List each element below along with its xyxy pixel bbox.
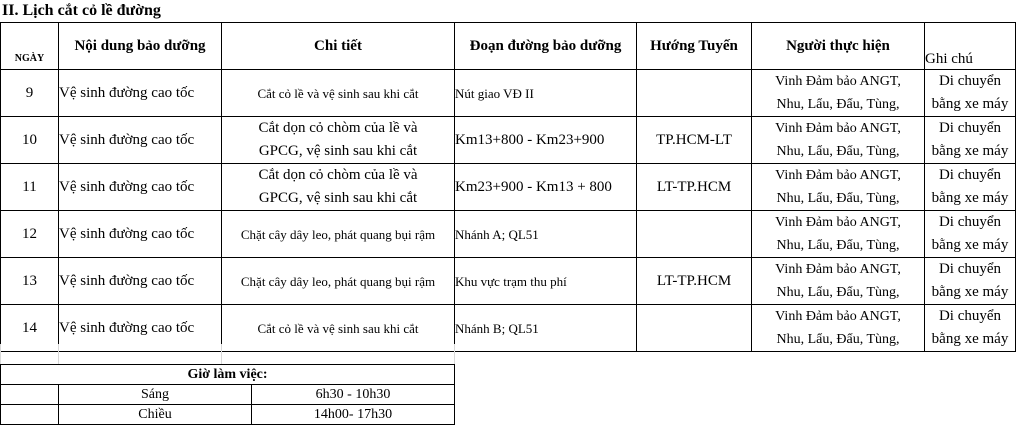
cell-noi-dung: Vệ sinh đường cao tốc [59, 70, 222, 117]
hours-blank-cell [1, 405, 59, 425]
ghi-chu-line-2: bằng xe máy [931, 96, 1009, 112]
header-ghi-chu: Ghi chú [925, 23, 1016, 70]
cell-noi-dung: Vệ sinh đường cao tốc [59, 117, 222, 164]
nguoi-line-1: Vinh Đảm bảo ANGT, [775, 262, 901, 277]
header-chi-tiet: Chi tiết [222, 23, 455, 70]
empty-spreadsheet-row [0, 344, 454, 364]
nguoi-line-2: Nhu, Lẩu, Đẩu, Tùng, [776, 144, 900, 159]
cell-nguoi-thuc-hien [752, 117, 925, 164]
nguoi-line-1: Vinh Đảm bảo ANGT, [775, 215, 901, 230]
cell-chi-tiet [222, 164, 455, 211]
hours-blank-cell [1, 385, 59, 405]
chi-tiet-line-2: GPCG, vệ sinh sau khi cắt [258, 190, 418, 206]
ghi-chu-line-1: Di chuyển [938, 120, 1002, 136]
cell-nguoi-thuc-hien [752, 211, 925, 258]
cell-doan-duong: Km23+900 - Km13 + 800 [455, 164, 637, 211]
cell-ghi-chu [925, 211, 1016, 258]
chi-tiet-line-1: Cắt dọn cỏ chòm của lề và [258, 120, 418, 136]
table-row [1, 211, 1016, 258]
chi-tiet-line-1: Cắt dọn cỏ chòm của lề và [258, 167, 418, 183]
cell-noi-dung: Vệ sinh đường cao tốc [59, 211, 222, 258]
cell-day: 14 [1, 305, 59, 352]
cell-huong-tuyen [637, 70, 752, 117]
ghi-chu-line-2: bằng xe máy [931, 143, 1009, 159]
morning-label: Sáng [59, 385, 252, 405]
header-nguoi-thuc-hien: Người thực hiện [752, 23, 925, 70]
header-ngay: NGÀY [1, 23, 59, 70]
cell-chi-tiet [222, 117, 455, 164]
ghi-chu-line-2: bằng xe máy [931, 284, 1009, 300]
cell-noi-dung: Vệ sinh đường cao tốc [59, 258, 222, 305]
cell-ghi-chu [925, 117, 1016, 164]
nguoi-line-1: Vinh Đảm bảo ANGT, [775, 168, 901, 183]
maintenance-schedule-table [0, 22, 1016, 352]
table-row [1, 164, 1016, 211]
hours-row-afternoon [1, 405, 455, 425]
cell-ghi-chu [925, 70, 1016, 117]
cell-chi-tiet: Cắt cỏ lề và vệ sinh sau khi cắt [222, 70, 455, 117]
ghi-chu-line-1: Di chuyển [938, 261, 1002, 277]
cell-doan-duong: Khu vực trạm thu phí [455, 258, 637, 305]
table-row [1, 258, 1016, 305]
cell-huong-tuyen: LT-TP.HCM [637, 164, 752, 211]
cell-doan-duong: Nhánh B; QL51 [455, 305, 637, 352]
cell-day: 12 [1, 211, 59, 258]
header-row [1, 23, 1016, 70]
afternoon-label: Chiều [59, 405, 252, 425]
nguoi-line-2: Nhu, Lẩu, Đẩu, Tùng, [776, 191, 900, 206]
cell-huong-tuyen [637, 211, 752, 258]
header-huong-tuyen: Hướng Tuyến [637, 23, 752, 70]
ghi-chu-line-1: Di chuyển [938, 73, 1002, 89]
ghi-chu-line-2: bằng xe máy [931, 190, 1009, 206]
cell-chi-tiet: Chặt cây dây leo, phát quang bụi rậm [222, 258, 455, 305]
nguoi-line-2: Nhu, Lẩu, Đẩu, Tùng, [776, 238, 900, 253]
cell-noi-dung: Vệ sinh đường cao tốc [59, 164, 222, 211]
cell-day: 13 [1, 258, 59, 305]
afternoon-time: 14h00- 17h30 [252, 405, 455, 425]
ghi-chu-line-2: bằng xe máy [931, 331, 1009, 347]
cell-ghi-chu [925, 164, 1016, 211]
cell-day: 10 [1, 117, 59, 164]
cell-ghi-chu [925, 305, 1016, 352]
cell-huong-tuyen: LT-TP.HCM [637, 258, 752, 305]
table-row [1, 117, 1016, 164]
cell-huong-tuyen [637, 305, 752, 352]
cell-ghi-chu [925, 258, 1016, 305]
cell-nguoi-thuc-hien [752, 258, 925, 305]
chi-tiet-line-2: GPCG, vệ sinh sau khi cắt [258, 143, 418, 159]
nguoi-line-2: Nhu, Lẩu, Đẩu, Tùng, [776, 285, 900, 300]
cell-day: 9 [1, 70, 59, 117]
ghi-chu-line-1: Di chuyển [938, 167, 1002, 183]
ghi-chu-line-1: Di chuyển [938, 308, 1002, 324]
cell-nguoi-thuc-hien [752, 164, 925, 211]
sheet-title: II. Lịch cắt cỏ lề đường [2, 2, 161, 19]
working-hours-caption: Giờ làm việc: [1, 365, 455, 385]
nguoi-line-1: Vinh Đảm bảo ANGT, [775, 309, 901, 324]
nguoi-line-2: Nhu, Lẩu, Đẩu, Tùng, [776, 97, 900, 112]
cell-doan-duong: Nút giao VĐ II [455, 70, 637, 117]
header-doan-duong: Đoạn đường bảo dưỡng [455, 23, 637, 70]
hours-row-morning [1, 385, 455, 405]
ghi-chu-line-1: Di chuyển [938, 214, 1002, 230]
nguoi-line-1: Vinh Đảm bảo ANGT, [775, 121, 901, 136]
cell-noi-dung: Vệ sinh đường cao tốc [59, 305, 222, 352]
nguoi-line-1: Vinh Đảm bảo ANGT, [775, 74, 901, 89]
cell-nguoi-thuc-hien [752, 305, 925, 352]
cell-chi-tiet: Cắt cỏ lề và vệ sinh sau khi cắt [222, 305, 455, 352]
cell-day: 11 [1, 164, 59, 211]
cell-doan-duong: Km13+800 - Km23+900 [455, 117, 637, 164]
hours-caption-row [1, 365, 455, 385]
cell-doan-duong: Nhánh A; QL51 [455, 211, 637, 258]
cell-chi-tiet: Chặt cây dây leo, phát quang bụi rậm [222, 211, 455, 258]
morning-time: 6h30 - 10h30 [252, 385, 455, 405]
working-hours-table [0, 364, 455, 425]
header-noi-dung: Nội dung bảo dưỡng [59, 23, 222, 70]
ghi-chu-line-2: bằng xe máy [931, 237, 1009, 253]
nguoi-line-2: Nhu, Lẩu, Đẩu, Tùng, [776, 332, 900, 347]
table-row [1, 70, 1016, 117]
cell-huong-tuyen: TP.HCM-LT [637, 117, 752, 164]
cell-nguoi-thuc-hien [752, 70, 925, 117]
